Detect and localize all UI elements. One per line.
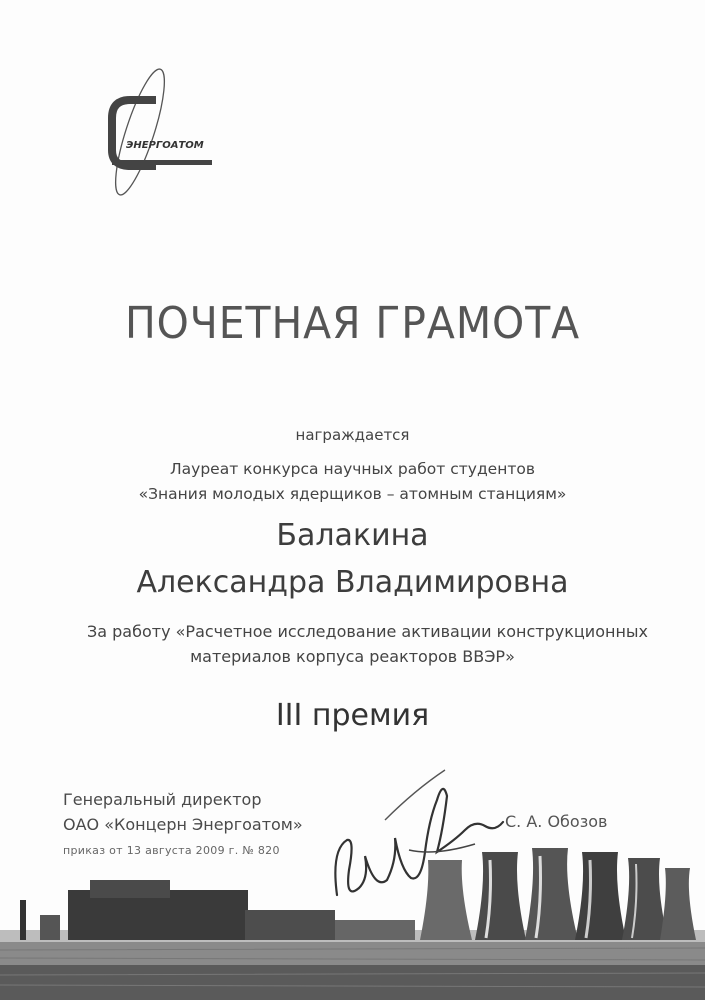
- recipient-given-names: Александра Владимировна: [136, 565, 569, 600]
- order-reference: приказ от 13 августа 2009 г. № 820: [63, 844, 280, 857]
- awarded-text: награждается: [295, 426, 410, 444]
- signer-name: С. А. Обозов: [505, 812, 608, 831]
- signature-block: [63, 790, 303, 857]
- logo-text: ЭНЕРГОАТОМ: [126, 140, 204, 151]
- work-title-line-2: материалов корпуса реакторов ВВЭР»: [190, 647, 515, 666]
- handwritten-signature: [325, 760, 515, 910]
- work-title-line-1: За работу «Расчетное исследование активации конструкционных: [86, 622, 649, 641]
- signatory-organization: ОАО «Концерн Энергоатом»: [63, 815, 303, 834]
- prize-text: III премия: [275, 698, 430, 733]
- laureate-text: Лауреат конкурса научных работ студентов: [170, 460, 535, 478]
- signatory-position: Генеральный директор: [63, 790, 262, 809]
- energoatom-logo: [78, 60, 218, 200]
- certificate-title: ПОЧЕТНАЯ ГРАМОТА: [124, 298, 581, 349]
- recipient-surname: Балакина: [276, 518, 429, 553]
- contest-name: «Знания молодых ядерщиков – атомным станциям»: [138, 485, 567, 503]
